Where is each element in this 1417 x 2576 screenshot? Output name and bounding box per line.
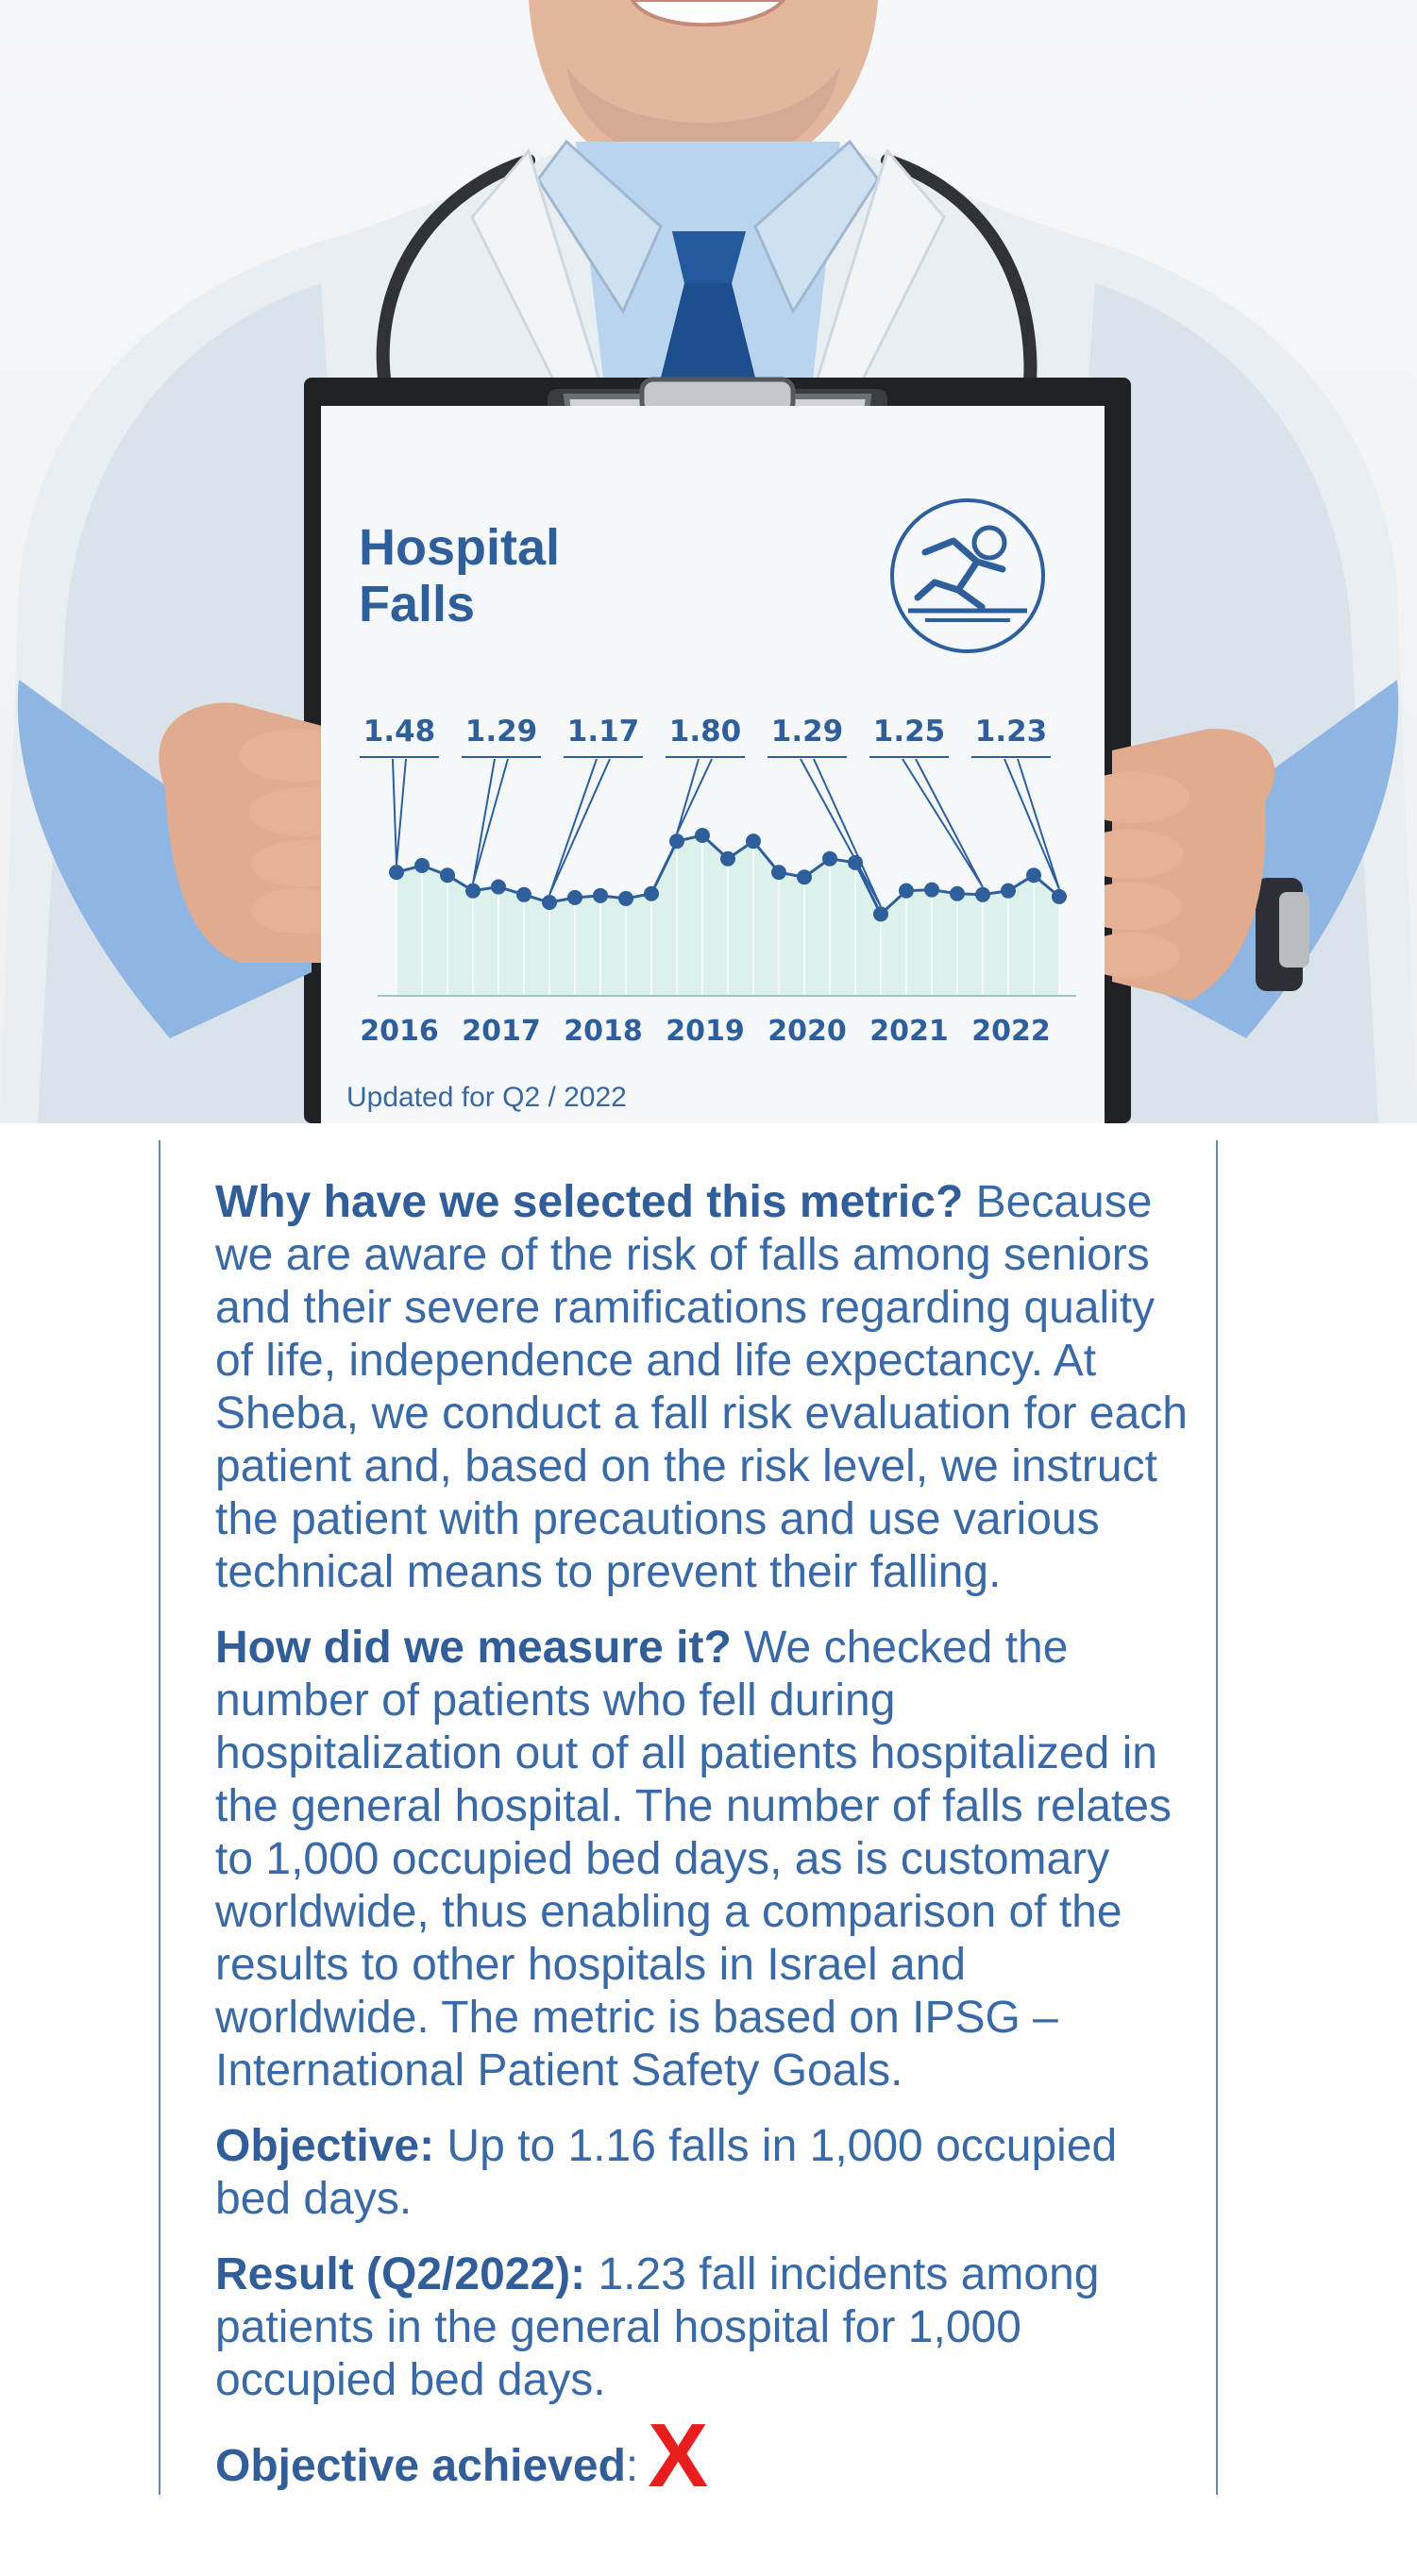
achieved-label: Objective achieved — [215, 2441, 626, 2491]
result-label: Result (Q2/2022): — [215, 2249, 586, 2299]
data-point — [440, 867, 455, 883]
data-point — [695, 828, 710, 843]
data-point — [1001, 884, 1016, 899]
data-point — [414, 858, 430, 873]
why-paragraph — [215, 1176, 1188, 1599]
data-point — [389, 865, 404, 880]
how-paragraph — [215, 1622, 1188, 2097]
data-point — [516, 887, 531, 902]
data-point — [567, 890, 582, 905]
data-point — [822, 851, 837, 867]
clipboard-title: Hospital Falls — [359, 519, 561, 632]
data-point — [1026, 867, 1041, 883]
data-point — [465, 884, 481, 899]
x-tick-label: 2022 — [971, 1015, 1051, 1048]
data-point — [848, 855, 863, 870]
clipboard-paper — [321, 406, 1105, 1123]
objective-label: Objective: — [215, 2121, 435, 2171]
data-point — [873, 906, 888, 921]
data-point — [797, 869, 812, 884]
annual-value-label: 1.29 — [464, 715, 538, 749]
x-tick-label: 2019 — [666, 1015, 745, 1048]
not-achieved-x-mark: X — [648, 2405, 709, 2506]
person-falling-icon — [887, 496, 1048, 656]
data-point — [1052, 889, 1067, 904]
data-point — [618, 891, 633, 906]
callout-pointer — [549, 759, 610, 895]
annual-value-label: 1.29 — [770, 715, 844, 749]
objective-text: Up to 1.16 falls in 1,000 occupied bed days. — [215, 2121, 1118, 2224]
why-text: Because we are aware of the risk of falls among seniors and their severe ramifications regarding quality of life, independence and life expectancy. At Sheba, we conduct a fall risk evaluation for each patient and, based on the risk level, we instruct the patient with precautions and use various technical means to prevent their falling. — [215, 1177, 1188, 1597]
achieved-paragraph — [215, 2405, 1188, 2506]
how-text: We checked the number of patients who fell during hospitalization out of all patients hospitalized in the general hospital. The number of falls relates to 1,000 occupied bed days, as is customary worldwide, thus enabling a comparison of the results to other hospitals in Israel and worldwide. The metric is based on IPSG – International Patient Safety Goals. — [215, 1623, 1172, 2096]
callout-pointer — [473, 759, 508, 884]
falls-chart — [321, 708, 1105, 1048]
why-label: Why have we selected this metric? — [215, 1177, 964, 1227]
data-point — [593, 888, 608, 903]
callout-pointer — [393, 759, 406, 865]
panel-text — [215, 1176, 1188, 2516]
x-tick-label: 2016 — [360, 1015, 439, 1048]
callout-pointer — [677, 759, 712, 833]
how-label: How did we measure it? — [215, 1623, 732, 1673]
data-point — [899, 884, 914, 899]
objective-paragraph — [215, 2120, 1188, 2226]
x-tick-label: 2020 — [768, 1015, 847, 1048]
callout-pointer — [902, 759, 983, 887]
data-point — [644, 886, 659, 901]
data-point — [975, 887, 990, 902]
result-paragraph — [215, 2248, 1188, 2407]
annual-value-label: 1.48 — [363, 715, 436, 749]
metric-description-panel — [159, 1140, 1218, 2506]
data-point — [950, 886, 965, 901]
annual-value-label: 1.25 — [872, 715, 946, 749]
x-tick-label: 2021 — [869, 1015, 949, 1048]
data-point — [542, 895, 557, 910]
data-point — [924, 883, 939, 898]
updated-note: Updated for Q2 / 2022 — [346, 1082, 627, 1113]
data-point — [771, 865, 786, 880]
x-tick-label: 2017 — [462, 1015, 541, 1048]
annual-value-label: 1.80 — [668, 715, 742, 749]
data-point — [669, 833, 684, 849]
data-point — [720, 851, 735, 867]
achieved-colon: : — [625, 2441, 639, 2491]
data-point — [491, 880, 506, 895]
result-text: 1.23 fall incidents among patients in the general hospital for 1,000 occupied bed days. — [215, 2249, 1100, 2405]
x-tick-label: 2018 — [564, 1015, 643, 1048]
annual-value-label: 1.17 — [566, 715, 640, 749]
annual-value-label: 1.23 — [974, 715, 1048, 749]
hero-photo — [0, 0, 1417, 1123]
data-point — [746, 833, 761, 849]
